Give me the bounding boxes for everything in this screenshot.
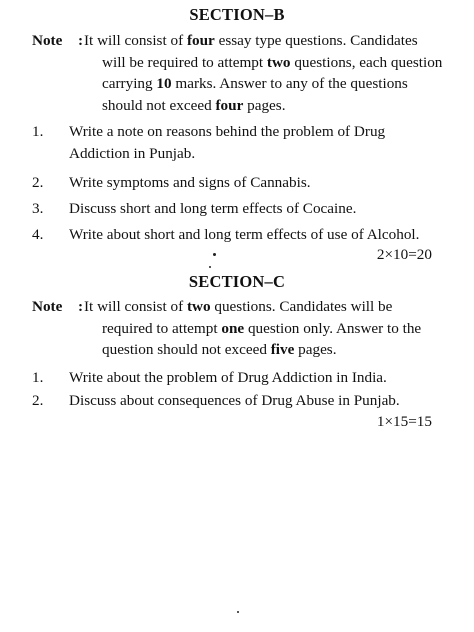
section-c-marks: 1×15=15 — [376, 413, 432, 430]
section-b-marks: 2×10=20 — [376, 246, 432, 263]
question-text: Addiction in Punjab. — [69, 144, 196, 162]
question-item — [32, 390, 452, 412]
question-number: 2. — [32, 174, 44, 191]
question-text: Discuss about consequences of Drug Abuse in Punjab. — [69, 392, 400, 409]
question-text: Discuss short and long term effects of Cocaine. — [69, 200, 357, 217]
note-line: required to attempt one question only. Answer to the — [102, 319, 422, 337]
section-b-heading: SECTION–B — [189, 5, 285, 24]
question-text: Write about the problem of Drug Addiction in India. — [69, 369, 387, 386]
speck-mark — [237, 611, 239, 613]
section-b-note — [32, 30, 442, 116]
speck-mark — [213, 253, 216, 256]
question-text: Write about short and long term effects of use of Alcohol. — [69, 226, 420, 243]
note-line: question should not exceed five pages. — [102, 341, 337, 358]
note-line: will be required to attempt two questions, each question — [102, 53, 443, 71]
question-item — [32, 198, 452, 220]
question-number: 4. — [32, 226, 44, 243]
question-number: 3. — [32, 200, 44, 217]
question-number: 1. — [32, 123, 44, 140]
question-text: Write a note on reasons behind the problem of Drug — [69, 123, 386, 140]
note-label: Note — [32, 298, 63, 315]
question-number: 1. — [32, 369, 44, 386]
question-item — [32, 172, 452, 194]
note-line: should not exceed four pages. — [102, 96, 286, 114]
question-item — [32, 367, 452, 389]
question-number: 2. — [32, 392, 44, 409]
note-line: It will consist of two questions. Candidates will be — [84, 298, 393, 315]
note-line: It will consist of four essay type questions. Candidates — [84, 32, 418, 49]
question-item — [32, 121, 452, 164]
speck-mark — [209, 266, 211, 268]
note-line: carrying 10 marks. Answer to any of the questions — [102, 75, 408, 92]
section-c-heading: SECTION–C — [188, 272, 286, 291]
question-text: Write symptoms and signs of Cannabis. — [69, 174, 311, 191]
note-label: Note — [32, 32, 63, 49]
note-colon: : — [78, 32, 84, 49]
note-colon: : — [78, 298, 84, 315]
question-item — [32, 224, 452, 246]
section-c-note — [32, 296, 442, 361]
